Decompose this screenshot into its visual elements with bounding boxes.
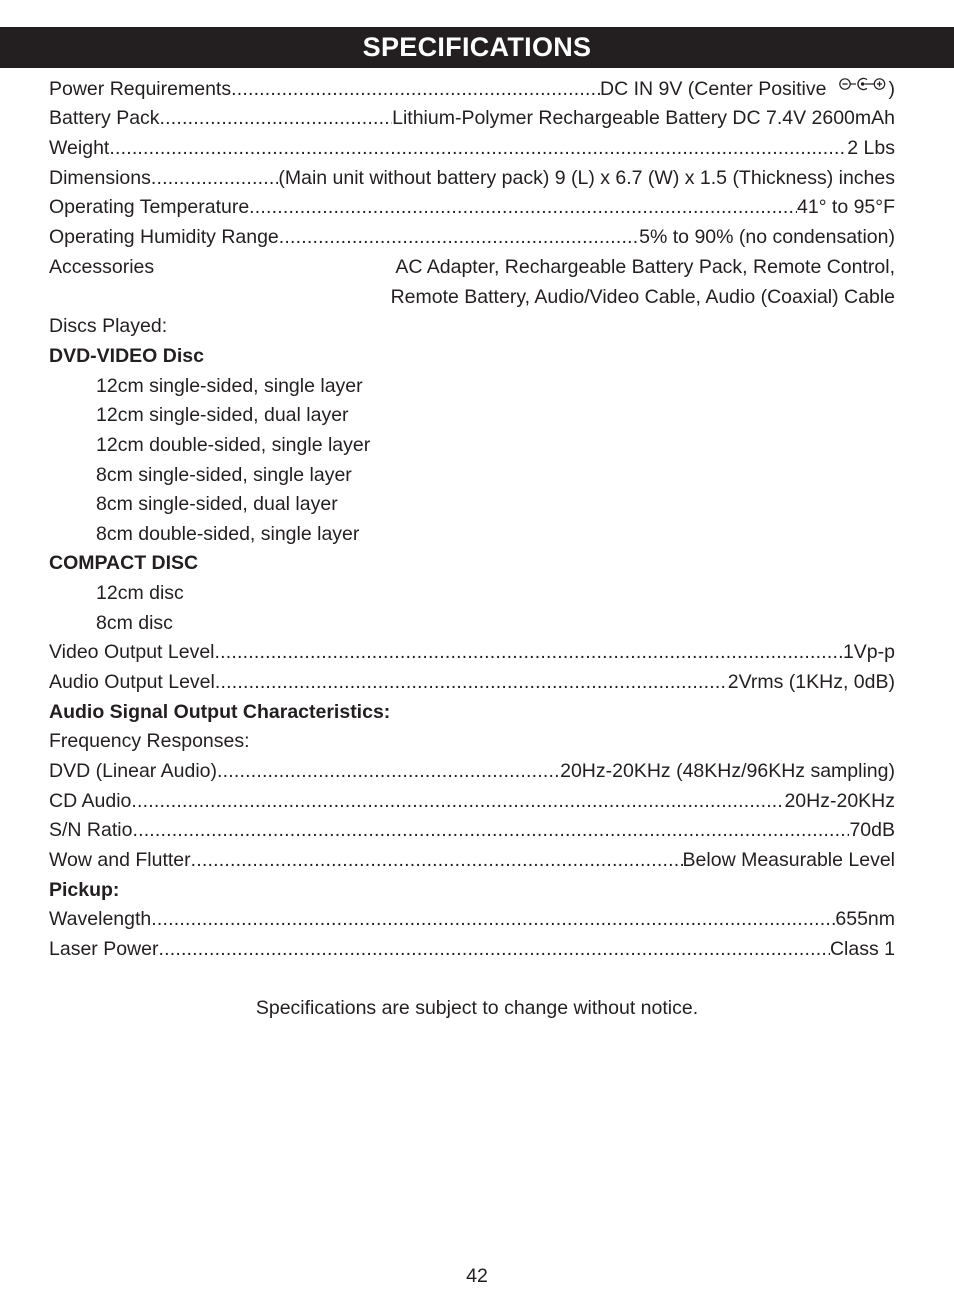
spec-row-audio-output-level (49, 667, 895, 697)
spec-row-operating-humidity (49, 222, 895, 252)
center-positive-polarity-icon (839, 74, 887, 101)
list-item: 12cm single-sided, dual layer (96, 404, 349, 426)
spec-value: 2 Lbs (847, 137, 895, 159)
spec-row-power-requirements (49, 74, 895, 104)
list-item: 8cm double-sided, single layer (96, 523, 360, 545)
spec-row-video-output-level (49, 637, 895, 667)
leader-dots (279, 222, 639, 252)
accessories-line-1: AC Adapter, Rechargeable Battery Pack, Remote Control, (395, 256, 895, 278)
spec-label: Power Requirements (49, 78, 232, 100)
spec-row-wavelength (49, 904, 895, 934)
spec-label: Dimensions (49, 167, 151, 189)
leader-dots (109, 133, 847, 163)
discs-played-heading: Discs Played: (49, 315, 168, 337)
spec-value: 20Hz-20KHz (48KHz/96KHz sampling) (560, 760, 895, 782)
spec-label: Wavelength (49, 908, 152, 930)
spec-value: Lithium-Polymer Rechargeable Battery DC 7.4V 2600mAh (392, 107, 895, 129)
spec-value: 1Vp-p (842, 641, 895, 663)
spec-value: Class 1 (829, 938, 895, 960)
spec-row-sn-ratio (49, 815, 895, 845)
leader-dots (231, 74, 600, 104)
spec-row-dvd-linear-audio (49, 756, 895, 786)
spec-label: Battery Pack (49, 107, 160, 129)
spec-label: Operating Temperature (49, 196, 250, 218)
leader-dots (131, 786, 784, 816)
leader-dots (215, 667, 728, 697)
list-item: 8cm single-sided, dual layer (96, 493, 338, 515)
leader-dots (132, 815, 849, 845)
leader-dots (158, 934, 830, 964)
list-item: 12cm double-sided, single layer (96, 434, 371, 456)
spec-row-cd-audio (49, 786, 895, 816)
spec-label: Laser Power (49, 938, 159, 960)
list-item: 12cm single-sided, single layer (96, 375, 363, 397)
leader-dots (151, 904, 835, 934)
frequency-responses-heading: Frequency Responses: (49, 730, 250, 752)
page-title: SPECIFICATIONS (362, 32, 592, 62)
spec-value: 20Hz-20KHz (784, 790, 895, 812)
spec-value: 70dB (849, 819, 895, 841)
spec-label: CD Audio (49, 790, 132, 812)
spec-value-suffix: ) (888, 78, 895, 100)
leader-dots (217, 756, 560, 786)
spec-label: DVD (Linear Audio) (49, 760, 217, 782)
pickup-heading: Pickup: (49, 879, 120, 901)
spec-value: 5% to 90% (no condensation) (639, 226, 895, 248)
change-notice: Specifications are subject to change without notice. (255, 997, 699, 1019)
page-number: 42 (466, 1265, 488, 1287)
leader-dots (215, 637, 843, 667)
spec-row-laser-power (49, 934, 895, 964)
spec-label: Operating Humidity Range (49, 226, 279, 248)
spec-value: (Main unit without battery pack) 9 (L) x 6.7 (W) x 1.5 (Thickness) inches (278, 167, 895, 189)
spec-row-weight (49, 133, 895, 163)
spec-value: 655nm (835, 908, 895, 930)
spec-label: Video Output Level (49, 641, 215, 663)
list-item: 12cm disc (96, 582, 184, 604)
spec-row-wow-and-flutter (49, 845, 895, 875)
compact-disc-heading: COMPACT DISC (49, 552, 199, 574)
spec-value: Below Measurable Level (682, 849, 895, 871)
list-item: 8cm single-sided, single layer (96, 464, 352, 486)
spec-value: 41° to 95°F (797, 196, 895, 218)
list-item: 8cm disc (96, 612, 173, 634)
spec-row-battery-pack (49, 103, 895, 133)
leader-dots (151, 163, 278, 193)
spec-label: Weight (49, 137, 110, 159)
spec-label: S/N Ratio (49, 819, 133, 841)
spec-value: 2Vrms (1KHz, 0dB) (727, 671, 895, 693)
spec-row-operating-temperature (49, 192, 895, 222)
leader-dots (160, 103, 393, 133)
audio-signal-heading: Audio Signal Output Characteristics: (49, 701, 391, 723)
leader-dots (191, 845, 683, 875)
spec-label: Wow and Flutter (49, 849, 191, 871)
spec-label: Audio Output Level (49, 671, 215, 693)
accessories-line-2: Remote Battery, Audio/Video Cable, Audio (Coaxial) Cable (390, 286, 895, 308)
spec-row-dimensions (49, 163, 895, 193)
page-title-banner (0, 27, 954, 68)
accessories-label: Accessories (49, 256, 155, 278)
dvd-video-heading: DVD-VIDEO Disc (49, 345, 204, 367)
spec-value: DC IN 9V (Center Positive (600, 78, 827, 100)
leader-dots (249, 192, 797, 222)
